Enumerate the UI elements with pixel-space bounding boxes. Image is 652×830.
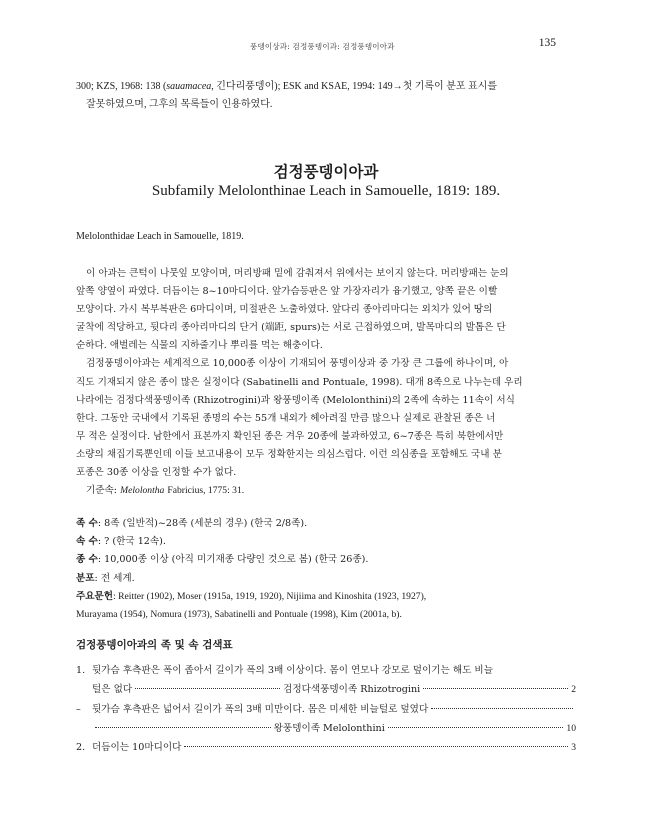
continued-line-2: 잘못하였으며, 그후의 목록들이 인용하였다. [86, 99, 273, 110]
key-number: 2. [76, 742, 86, 754]
paragraph-line: 이 아과는 큰턱이 나뭇잎 모양이며, 머리방패 밑에 감춰져서 위에서는 보이지 않는다. 머리방패는 눈의 [86, 268, 509, 279]
continued-line-1: 300; KZS, 1968: 138 (sauamacea, 긴다리풍뎅이); ESK and KSAE, 1994: 149→첫 기록이 분포 표시를 [76, 81, 498, 92]
leader-dots [135, 688, 280, 689]
paragraph-line: 소량의 채집기록뿐인데 이들 보고내용이 모두 정확한지는 의심스럽다. 이런 의심종을 포함해도 국내 분 [76, 448, 502, 460]
paragraph-line: 모양이다. 가시 복부복판은 6마디이며, 미절판은 노출하였다. 앞다리 종아리마디는 외치가 있어 땅의 [76, 304, 493, 316]
key-page-ref: 2 [571, 684, 576, 696]
paragraph-line: 굴착에 적당하고, 뒷다리 종아리마디의 단거 (端距, spurs)는 서로 근접하였으며, 발목마디의 발톱은 단 [76, 322, 506, 334]
paragraph-line: 나라에는 검정다색풍뎅이족 (Rhizotrogini)과 왕풍뎅이족 (Melolonthini)의 2족에 속하는 11속이 서식 [76, 394, 515, 406]
key-text: 더듬이는 10마디이다 [92, 742, 182, 754]
paragraph-line: 한다. 그동안 국내에서 기록된 종명의 수는 55개 내외가 헤아려질 만큼 많으나 실제로 관찰된 종은 너 [76, 412, 496, 424]
paragraph-diversity [76, 355, 576, 482]
key-number: 1. [76, 665, 86, 676]
type-genus [76, 482, 576, 500]
type-genus-label: 기준속: [86, 485, 118, 497]
summary-tribes [76, 515, 576, 533]
paragraph-line: 직도 기재되지 않은 종이 많은 실정이다 (Sabatinelli and Pontuale, 1998). 대개 8족으로 나누는데 우리 [76, 376, 523, 388]
leader-dots [431, 708, 573, 709]
summary-value: : Reitter (1902), Moser (1915a, 1919, 1920), Nijiima and Kinoshita (1923, 1927), [113, 590, 427, 602]
key-text: 뒷가슴 후측판은 폭이 좁아서 길이가 폭의 3배 이상이다. 몸이 연모나 강모로 덮이기는 해도 비늘 [92, 665, 493, 676]
key-text: 털은 없다 [92, 684, 133, 696]
key-couplet-line [76, 719, 576, 738]
key-number: – [76, 703, 81, 715]
leader-dots [388, 727, 564, 728]
key-text: 뒷가슴 후측판은 넓어서 길이가 폭의 3배 미만이다. 몸은 미세한 비늘털로 덮였다 [92, 703, 429, 715]
summary-label: 종 수 [76, 554, 98, 566]
summary-label: 주요문헌 [76, 590, 114, 602]
continued-reference-text [76, 78, 576, 114]
key-heading: 검정풍뎅이아과의 족 및 속 검색표 [76, 639, 233, 651]
summary-value: : 전 세계. [94, 572, 135, 584]
paragraph-line: 순하다. 애벌레는 식물의 지하줄기나 뿌리를 먹는 해충이다. [76, 340, 323, 352]
paragraph-morphology [76, 265, 576, 355]
identification-key [76, 661, 576, 757]
leader-dots [95, 727, 271, 728]
running-head: 풍뎅이상과: 검정풍뎅이과: 검정풍뎅이아과 [250, 42, 395, 51]
summary-label: 족 수 [76, 518, 98, 529]
type-genus-name: Melolontha [120, 485, 165, 497]
summary-value: : 8족 (일반적)~28족 (세분의 경우) (한국 2/8족). [97, 518, 308, 529]
paragraph-line: 포종은 30종 이상을 인정할 수가 없다. [76, 467, 237, 479]
synonym-line: Melolonthidae Leach in Samouelle, 1819. [76, 231, 244, 242]
species-epithet: sauamacea [166, 81, 212, 92]
key-result: 검정다색풍뎅이족 Rhizotrogini [283, 684, 421, 696]
summary-distribution [76, 570, 576, 588]
summary-species [76, 551, 576, 569]
paragraph-line: 검정풍뎅이아과는 세계적으로 10,000종 이상이 기재되어 풍뎅이상과 중 가장 큰 그룹에 하나이며, 아 [86, 358, 509, 370]
page-number: 135 [538, 37, 556, 49]
section-title-korean: 검정풍뎅이아과 [273, 162, 379, 181]
key-couplet-line [76, 738, 576, 757]
key-couplet-line [76, 661, 576, 680]
summary-value: : ? (한국 12속). [97, 536, 166, 548]
summary-label: 속 수 [76, 536, 98, 548]
summary-references-continued: Murayama (1954), Nomura (1973), Sabatinelli and Pontuale (1998), Kim (2001a, b). [76, 609, 402, 621]
summary-references [76, 588, 576, 606]
key-result: 왕풍뎅이족 Melolonthini [273, 722, 385, 734]
type-genus-author: Fabricius, 1775: 31. [167, 485, 245, 497]
paragraph-line: 무 적은 실정이다. 남한에서 표본까지 확인된 종은 겨우 20종에 불과하였고, 6~7종은 특히 북한에서만 [76, 430, 504, 442]
leader-dots [184, 746, 568, 747]
leader-dots [423, 688, 568, 689]
summary-value: : 10,000종 이상 (아직 미기재종 다량인 것으로 봄) (한국 26종). [97, 554, 369, 566]
summary-label: 분포 [76, 572, 95, 584]
description-body [76, 265, 576, 500]
summary-genera [76, 533, 576, 551]
summary-block [76, 515, 576, 624]
key-page-ref: 3 [571, 742, 576, 754]
section-title-english: Subfamily Melolonthinae Leach in Samouelle, 1819: 189. [151, 183, 501, 199]
key-page-ref: 10 [566, 722, 577, 734]
key-couplet-line [76, 700, 576, 719]
paragraph-line: 앞쪽 양옆이 파였다. 더듬이는 8~10마디이다. 앞가슴등판은 앞 가장자리가 융기했고, 양쪽 끝은 이빨 [76, 286, 498, 298]
key-couplet-line [76, 680, 576, 699]
